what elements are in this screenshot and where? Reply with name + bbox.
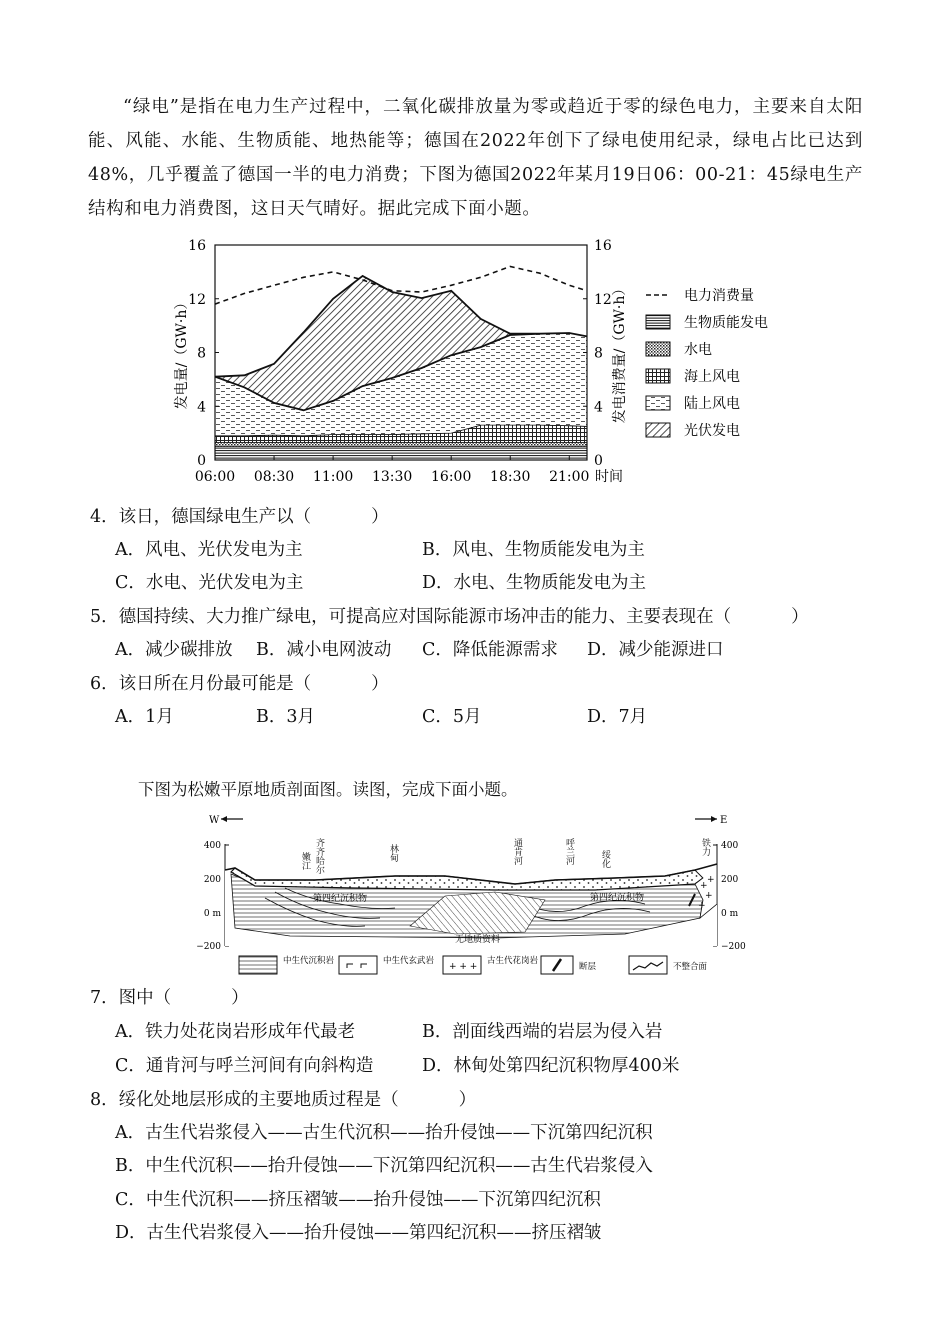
q7-option-b[interactable]: B．剖面线西端的岩层为侵入岩: [422, 1022, 663, 1042]
section-ytick-left: −200: [196, 942, 221, 952]
section-ytick-right: 200: [721, 875, 739, 885]
quaternary-label-west: 第四纪沉积物: [313, 894, 368, 904]
legend-item-0: 中生代沉积岩: [283, 956, 335, 966]
y-tick-label: 0: [197, 453, 206, 469]
legend-basalt-swatch: [339, 956, 377, 974]
q7-option-d[interactable]: D．林甸处第四纪沉积物厚400米: [422, 1056, 680, 1076]
legend-label: 海上风电: [684, 369, 740, 385]
x-tick-label: 21:00: [549, 469, 590, 485]
section-ytick-right: 400: [721, 841, 739, 851]
legend-swatch: [646, 423, 670, 437]
question-5-stem: 5．德国持续、大力推广绿电，可提高应对国际能源市场冲击的能力、主要表现在（: [90, 607, 732, 627]
q8-option-d[interactable]: D．古生代岩浆侵入——抬升侵蚀——第四纪沉积——挤压褶皱: [115, 1223, 602, 1243]
q5-option-b[interactable]: B．减小电网波动: [256, 640, 392, 660]
q4-option-d[interactable]: D．水电、生物质能发电为主: [422, 573, 647, 593]
question-6: [90, 672, 389, 696]
legend-swatch: [646, 369, 670, 383]
place-qiqihaer: 齐齐哈尔: [314, 838, 324, 874]
section-ytick-left: 400: [203, 841, 221, 851]
x-axis-label: 时间: [595, 469, 623, 485]
place-lindian: 林甸: [388, 844, 398, 862]
section-ytick-right: −200: [721, 942, 746, 952]
q8-option-b[interactable]: B．中生代沉积——抬升侵蚀——下沉第四纪沉积——古生代岩浆侵入: [115, 1156, 653, 1176]
q5-option-c[interactable]: C．降低能源需求: [422, 640, 558, 660]
chart-legend: [646, 287, 768, 439]
legend-mesozoic-sediment-swatch: [239, 956, 277, 974]
area-1: [215, 447, 587, 460]
place-hulanhe: 呼兰河: [564, 838, 574, 865]
geology-section: [195, 808, 755, 983]
legend-label: 水电: [684, 342, 712, 358]
question-7-close: ）: [231, 988, 249, 1008]
question-7-stem: 7．图中（: [90, 988, 172, 1008]
legend-fault: 断层: [579, 962, 597, 972]
question-8-close: ）: [458, 1090, 477, 1110]
no-data-label: 无地质资料: [455, 935, 501, 945]
y-tick-label: 12: [188, 291, 206, 308]
question-6-close: ）: [371, 674, 389, 694]
x-tick-label: 06:00: [194, 469, 236, 485]
legend-granite: 古生代花岗岩: [487, 956, 539, 966]
legend-consumption: 电力消费量: [684, 288, 754, 304]
legend-mesozoic-sediment: [283, 955, 335, 966]
svg-text:+: +: [698, 901, 706, 911]
legend-swatch: [646, 315, 670, 329]
q8-option-c[interactable]: C．中生代沉积——挤压褶皱——抬升侵蚀——下沉第四纪沉积: [115, 1190, 601, 1210]
q6-option-d[interactable]: D．7月: [587, 707, 648, 727]
question-5-close: ）: [791, 607, 809, 627]
intro-geology: 下图为松嫩平原地质剖面图。读图，完成下面小题。: [138, 780, 518, 799]
question-4-stem: 4．该日，德国绿电生产以（: [90, 507, 312, 527]
question-7: [90, 986, 249, 1010]
y-tick-label-right: 0: [594, 453, 603, 469]
x-tick-label: 16:00: [431, 469, 472, 485]
q4-option-a[interactable]: A．风电、光伏发电为主: [115, 540, 303, 560]
q7-option-c[interactable]: C．通肯河与呼兰河间有向斜构造: [115, 1056, 374, 1076]
east-label: E: [720, 815, 728, 826]
x-tick-label: 13:30: [371, 469, 413, 485]
y-axis-label-left: 发电量/（GW·h）: [174, 295, 190, 410]
question-8-stem: 8．绥化处地层形成的主要地质过程是（: [90, 1090, 399, 1110]
q6-option-a[interactable]: A．1月: [115, 707, 174, 727]
intro-paragraph: “绿电”是指在电力生产过程中，二氧化碳排放量为零或趋近于零的绿色电力，主要来自太阳能、风能、水能、生物质能、地热能等；德国在2022年创下了绿电使用纪录，绿电占比已达到48%，几乎覆盖了德国一半的电力消费；下图为德国2022年某月19日06：00-21：45绿电生产结构和电力消费图，这日天气晴好。据此完成下面小题。: [88, 97, 863, 219]
question-8: [90, 1088, 476, 1112]
q7-option-a[interactable]: A．铁力处花岗岩形成年代最老: [115, 1022, 356, 1042]
x-tick-label: 11:00: [312, 469, 354, 485]
place-nenjiang: 嫩江: [300, 852, 310, 870]
svg-text:+: +: [705, 891, 713, 901]
legend-unconformity: 不整合面: [673, 962, 708, 972]
y-tick-label-right: 16: [594, 238, 612, 254]
legend-label: 陆上风电: [684, 396, 740, 412]
legend-label: 生物质能发电: [684, 315, 768, 331]
question-6-stem: 6．该日所在月份最可能是（: [90, 674, 312, 694]
east-arrow-head: [711, 816, 717, 822]
power-chart: [0, 0, 950, 500]
question-5: [90, 605, 809, 629]
svg-text:+ + +: + + +: [449, 962, 478, 972]
question-4-close: ）: [371, 507, 389, 527]
x-tick-label: 18:30: [490, 469, 531, 485]
q6-option-b[interactable]: B．3月: [256, 707, 315, 727]
svg-text:+: +: [707, 875, 715, 885]
section-legend: [239, 955, 708, 974]
section-ytick-left: 200: [203, 875, 221, 885]
x-tick-label: 08:30: [253, 469, 295, 485]
y-tick-label: 4: [197, 399, 206, 416]
q5-option-d[interactable]: D．减少能源进口: [587, 640, 724, 660]
y-tick-label: 16: [188, 238, 206, 254]
question-4: [90, 505, 389, 529]
chart-stack-areas: [215, 267, 587, 461]
y-tick-label-right: 8: [594, 345, 603, 362]
q4-option-c[interactable]: C．水电、光伏发电为主: [115, 573, 304, 593]
place-tongkenhe: 通肯河: [512, 838, 522, 865]
area-2: [215, 443, 587, 447]
y-tick-label-right: 12: [594, 291, 612, 308]
q6-option-c[interactable]: C．5月: [422, 707, 482, 727]
q5-option-a[interactable]: A．减少碳排放: [115, 640, 233, 660]
quaternary-label-east: 第四纪沉积物: [590, 893, 645, 903]
q8-option-a[interactable]: A．古生代岩浆侵入——古生代沉积——抬升侵蚀——下沉第四纪沉积: [115, 1123, 653, 1143]
place-tieli: 铁力: [700, 838, 710, 856]
section-ytick-right: 0 m: [721, 909, 739, 919]
west-arrow-head: [221, 816, 227, 822]
y-axis-label-right: 发电消费量/（GW·h）: [612, 281, 628, 424]
q4-option-b[interactable]: B．风电、生物质能发电为主: [422, 540, 645, 560]
place-suihua: 绥化: [600, 850, 610, 868]
legend-swatch: [646, 342, 670, 356]
section-ytick-left: 0 m: [203, 909, 221, 919]
y-tick-label-right: 4: [594, 399, 603, 416]
legend-swatch: [646, 396, 670, 410]
legend-basalt: 中生代玄武岩: [383, 956, 435, 966]
legend-label: 光伏发电: [684, 423, 740, 439]
west-label: W: [209, 815, 220, 826]
y-tick-label: 8: [197, 345, 206, 362]
svg-text:+: +: [700, 881, 708, 891]
